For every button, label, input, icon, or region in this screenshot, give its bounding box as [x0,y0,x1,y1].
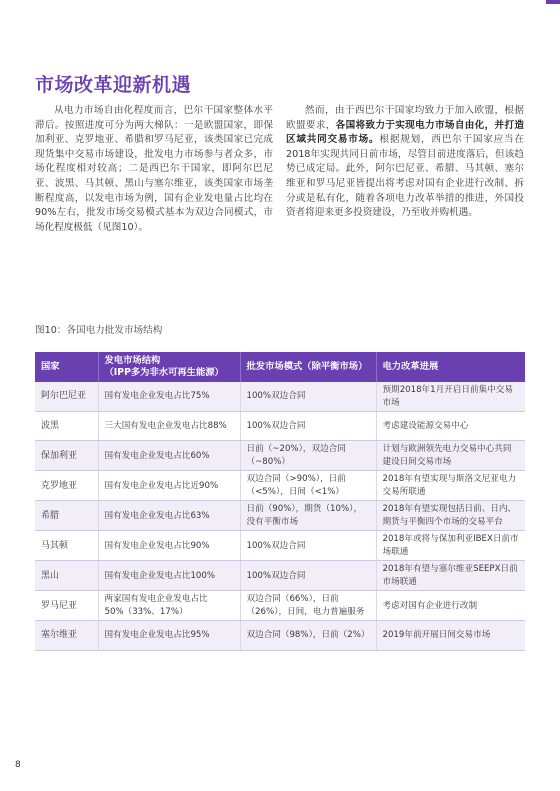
cell-country: 罗马尼亚 [35,591,98,621]
cell-reform: 2019年前开展日间交易市场 [376,621,525,650]
page-number: 8 [15,760,21,770]
header-wholesale: 批发市场模式（除平衡市场） [240,352,376,382]
cell-generation: 国有发电企业发电占比95% [98,621,240,650]
cell-reform: 2018年或将与保加利亚IBEX日前市场联通 [376,531,525,561]
cell-wholesale: 日前（90%），期货（10%），没有平衡市场 [240,501,376,531]
table-row [35,501,525,531]
cell-reform: 预期2018年1月开启日前集中交易市场 [376,382,525,412]
right-paragraph-part2: 根据规划，西巴尔干国家应当在2018年实现共同日前市场，尽管目前进度落后，但该趋势已成定局。此外，阿尔巴尼亚、希腊、马其顿、塞尔维亚和罗马尼亚皆提出将考虑对国有企业进行改制、拆分或是私有化，随着各项电力改革举措的推进，外国投资者将迎来更多投资建设，乃至收并购机遇。 [286,134,525,219]
top-accent-bar [546,0,560,4]
cell-country: 黑山 [35,561,98,591]
table-row [35,471,525,501]
header-reform: 电力改革进展 [376,352,525,382]
cell-reform: 考虑对国有企业进行改制 [376,591,525,621]
cell-wholesale: 双边合同（98%），日前（2%） [240,621,376,650]
cell-wholesale: 日前（~20%），双边合同（~80%） [240,441,376,471]
table-body [35,382,525,650]
section-title: 市场改革迎新机遇 [35,74,192,96]
cell-wholesale: 100%双边合同 [240,412,376,441]
cell-country: 阿尔巴尼亚 [35,382,98,412]
cell-generation: 国有发电企业发电占比60% [98,441,240,471]
table-header-row [35,352,525,382]
header-generation-line2: （IPP多为非水可再生能源） [104,367,224,378]
header-country: 国家 [35,352,98,382]
figure-caption: 图10：各国电力批发市场结构 [35,325,163,336]
cell-country: 塞尔维亚 [35,621,98,650]
table-row [35,382,525,412]
header-generation [98,352,240,382]
left-text-column [35,104,273,235]
cell-generation: 国有发电企业发电占比75% [98,382,240,412]
cell-generation: 两家国有发电企业发电占比50%（33%、17%） [98,591,240,621]
right-paragraph [286,104,524,221]
cell-generation: 国有发电企业发电占比90% [98,531,240,561]
market-structure-table [35,352,525,651]
right-paragraph-part1: 然而，由于西巴尔干国家均致力于加入欧盟，根据欧盟要求， [286,105,524,131]
header-generation-line1: 发电市场结构 [104,355,161,366]
cell-country: 波黑 [35,412,98,441]
table-row [35,591,525,621]
table-row [35,531,525,561]
cell-country: 保加利亚 [35,441,98,471]
cell-country: 希腊 [35,501,98,531]
cell-generation: 国有发电企业发电占比100% [98,561,240,591]
table-row [35,441,525,471]
cell-generation: 国有发电企业发电占比近90% [98,471,240,501]
left-paragraph: 从电力市场自由化程度而言，巴尔干国家整体水平滞后。按照进度可分为两大梯队：一是欧盟国家，即保加利亚、克罗地亚、希腊和罗马尼亚，该类国家已完成现货集中交易市场建设，批发电力市场参与者众多，市场化程度相对较高；二是西巴尔干国家，即阿尔巴尼亚、波黑、马其顿、黑山与塞尔维亚，该类国家市场垄断程度高，以发电市场为例，国有企业发电量占比均在90%左右，批发市场交易模式基本为双边合同模式，市场化程度极低（见图10）。 [35,105,273,233]
cell-wholesale: 双边合同（>90%），日前（<5%），日间（<1%） [240,471,376,501]
cell-wholesale: 100%双边合同 [240,531,376,561]
cell-reform: 考虑建设能源交易中心 [376,412,525,441]
cell-wholesale: 100%双边合同 [240,382,376,412]
table-row [35,561,525,591]
right-paragraph-bold: 各国将致力于实现电力市场自由化，并打造区域共同交易市场。 [286,119,525,146]
cell-reform: 2018年有望与塞尔维亚SEEPX日前市场联通 [376,561,525,591]
cell-country: 马其顿 [35,531,98,561]
table-row [35,412,525,441]
right-text-column [286,104,524,221]
cell-generation: 三大国有发电企业发电占比88% [98,412,240,441]
cell-generation: 国有发电企业发电占比63% [98,501,240,531]
cell-reform: 2018年有望实现包括日前、日内、期货与平衡四个市场的交易平台 [376,501,525,531]
cell-country: 克罗地亚 [35,471,98,501]
cell-reform: 2018年有望实现与斯洛文尼亚电力交易所联通 [376,471,525,501]
cell-wholesale: 双边合同（66%），日前（26%），日间，电力普遍服务 [240,591,376,621]
cell-wholesale: 100%双边合同 [240,561,376,591]
table-row [35,621,525,650]
market-structure-table-wrapper [35,352,525,651]
cell-reform: 计划与欧洲领先电力交易中心共同建设日间交易市场 [376,441,525,471]
